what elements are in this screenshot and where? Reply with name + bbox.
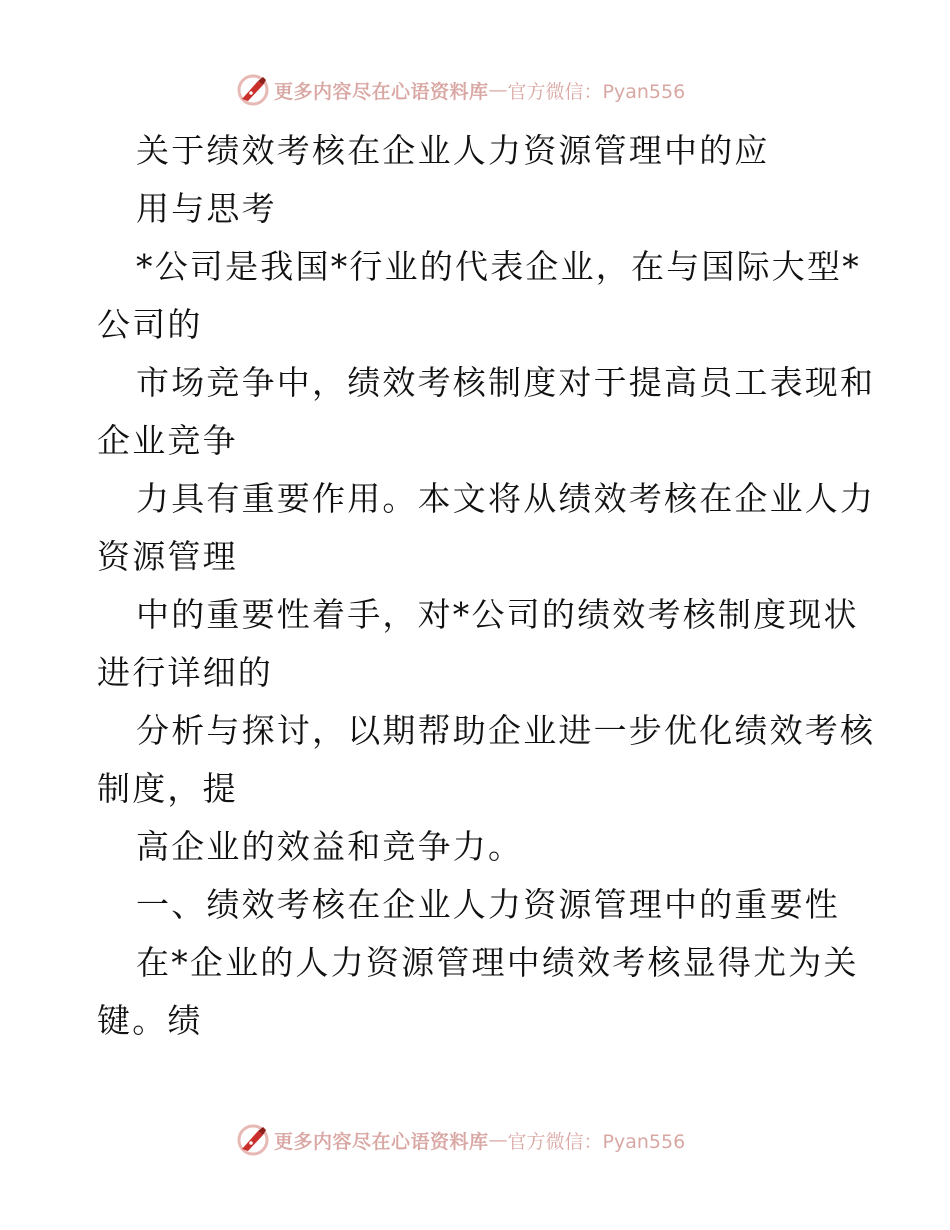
- document-body: [97, 122, 897, 1050]
- body-text-line: 进行详细的: [97, 653, 273, 692]
- body-text-line: 在*企业的人力资源管理中绩效考核显得尤为关: [136, 943, 859, 982]
- body-text-line: 中的重要性着手，对*公司的绩效考核制度现状: [136, 595, 859, 634]
- body-text-line: 分析与探讨，以期帮助企业进一步优化绩效考核: [136, 711, 876, 750]
- body-text-line: 资源管理: [97, 537, 238, 576]
- body-text-line: 市场竞争中，绩效考核制度对于提高员工表现和: [136, 363, 876, 402]
- header-watermark-banner: [236, 72, 685, 108]
- body-text-line: 公司的: [97, 305, 203, 344]
- banner-wechat: 官方微信：Pyan556: [507, 80, 686, 103]
- body-text-line: 制度，提: [97, 769, 238, 808]
- body-text-line: 用与思考: [136, 189, 277, 228]
- body-text-line: 企业竞争: [97, 421, 238, 460]
- body-text-line: 高企业的效益和竞争力。: [136, 827, 524, 866]
- body-text-line: 关于绩效考核在企业人力资源管理中的应: [136, 131, 770, 170]
- footer-watermark-banner: [236, 1122, 685, 1158]
- pen-nib-logo-icon: [236, 1123, 270, 1157]
- body-text-line: 力具有重要作用。本文将从绩效考核在企业人力: [136, 479, 876, 518]
- pen-nib-logo-icon: [236, 73, 270, 107]
- banner-dash: —: [488, 79, 508, 101]
- banner-wechat: 官方微信：Pyan556: [507, 1130, 686, 1153]
- banner-text: 更多内容尽在心语资料库: [274, 1130, 489, 1153]
- banner-text: 更多内容尽在心语资料库: [274, 80, 489, 103]
- body-text-line: 键。绩: [97, 1001, 203, 1040]
- body-text-line: *公司是我国*行业的代表企业，在与国际大型*: [136, 247, 861, 286]
- body-text-line: 一、绩效考核在企业人力资源管理中的重要性: [136, 885, 840, 924]
- banner-dash: —: [488, 1129, 508, 1151]
